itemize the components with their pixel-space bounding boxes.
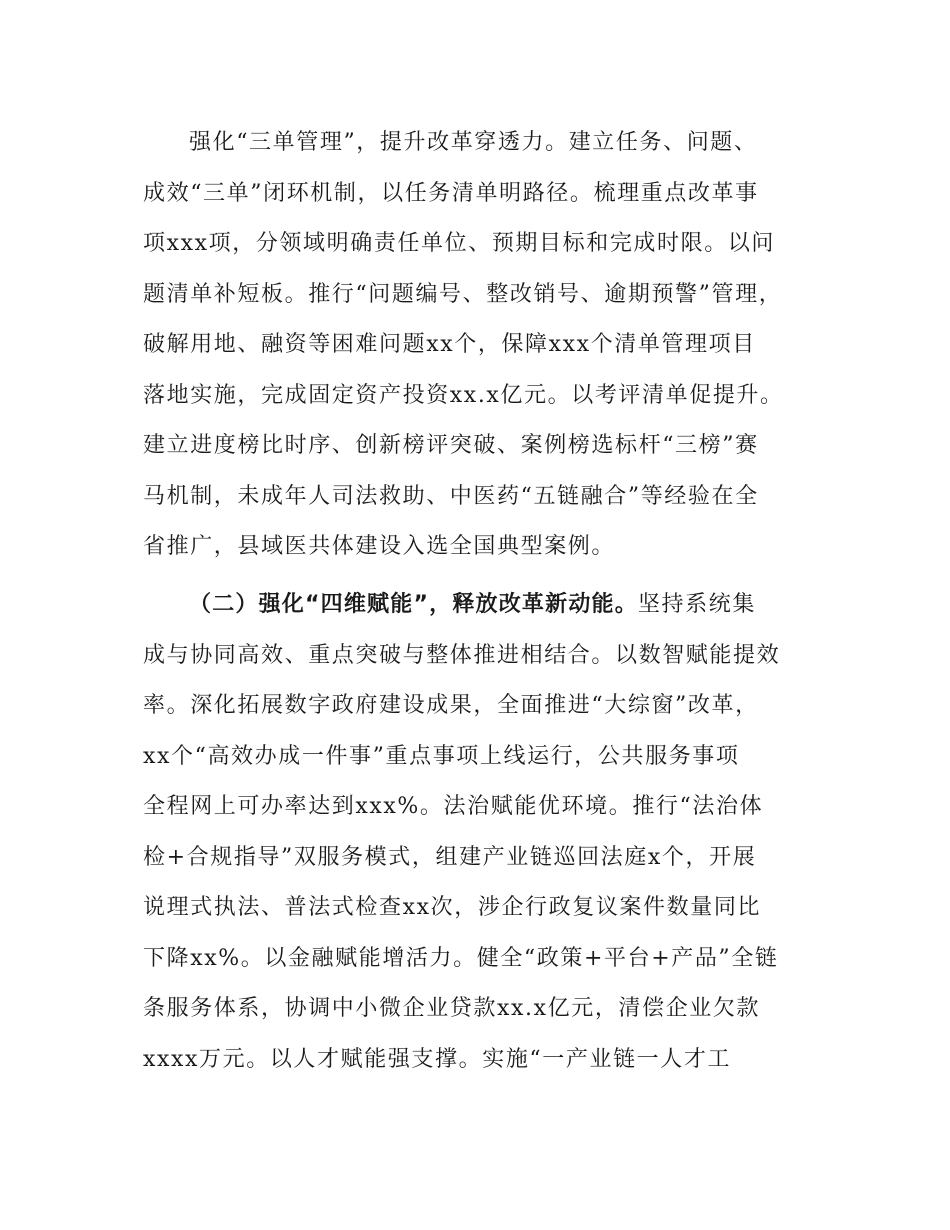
paragraph-line: 项xxx项，分领域明确责任单位、预期目标和完成时限。以问 — [143, 231, 776, 256]
paragraph-line: 说理式执法、普法式检查xx次，涉企行政复议案件数量同比 — [143, 895, 762, 920]
paragraph-line: 条服务体系，协调中小微企业贷款xx.x亿元，清偿企业欠款 — [143, 996, 761, 1021]
paragraph-line: 检+合规指导”双服务模式，组建产业链巡回法庭x个，开展 — [143, 844, 757, 870]
heading-continuation: 坚持系统集 — [637, 592, 756, 617]
paragraph-line: 落地实施，完成固定资产投资xx.x亿元。以考评清单促提升。 — [143, 382, 784, 408]
paragraph-line: 率。深化拓展数字政府建设成果，全面推进“大综窗”改革， — [143, 693, 759, 718]
paragraph-line: xx个“高效办成一件事”重点事项上线运行，公共服务事项 — [143, 743, 740, 769]
paragraph-line: 省推广，县域医共体建设入选全国典型案例。 — [143, 534, 616, 559]
paragraph-line: 强化“三单管理”，提升改革穿透力。建立任务、问题、 — [189, 130, 758, 155]
paragraph-line: 马机制，未成年人司法救助、中医药“五链融合”等经验在全 — [143, 483, 759, 509]
paragraph-line: 成效“三单”闭环机制，以任务清单明路径。梳理重点改革事 — [143, 180, 759, 206]
section-heading: （二）强化“四维赋能”，释放改革新动能。 — [189, 592, 638, 617]
paragraph-line: 题清单补短板。推行“问题编号、整改销号、逾期预警”管理， — [143, 281, 783, 307]
paragraph-line: 成与协同高效、重点突破与整体推进相结合。以数智赋能提效 — [143, 642, 781, 668]
paragraph-1 — [143, 118, 843, 573]
paragraph-2 — [143, 580, 843, 1085]
paragraph-line: 全程网上可办率达到xxx%。法治赋能优环境。推行“法治体 — [143, 794, 764, 819]
paragraph-line: 破解用地、融资等困难问题xx个，保障xxx个清单管理项目 — [143, 332, 756, 357]
paragraph-line: xxxx万元。以人才赋能强支撑。实施“一产业链一人才工 — [143, 1046, 732, 1072]
paragraph-first-line — [143, 580, 843, 631]
paragraph-line: 建立进度榜比时序、创新榜评突破、案例榜选标杆“三榜”赛 — [143, 433, 759, 458]
paragraph-line: 下降xx%。以金融赋能增活力。健全“政策+平台+产品”全链 — [143, 945, 779, 971]
